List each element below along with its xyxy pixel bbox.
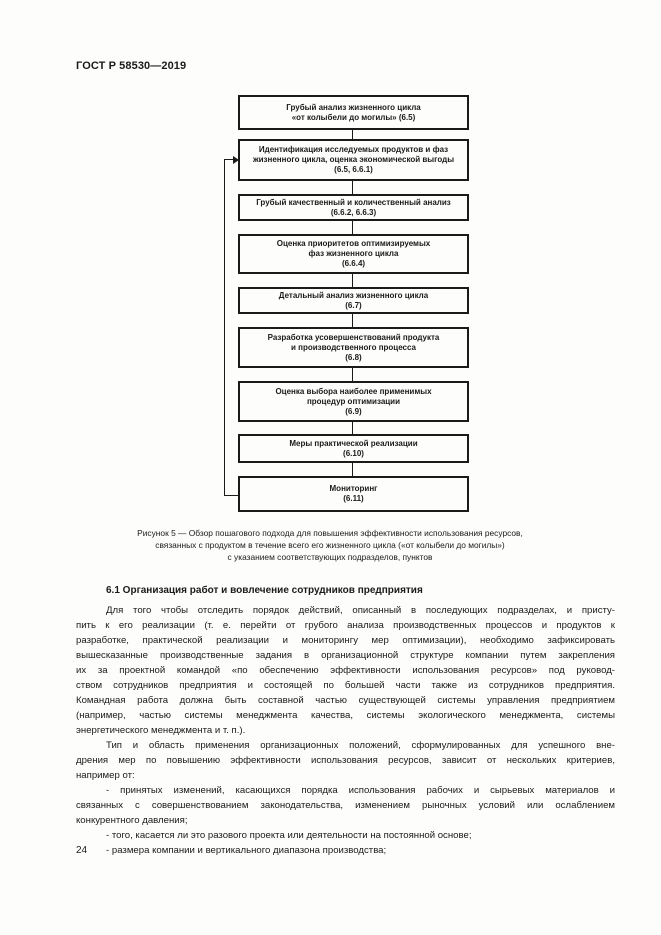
page-number: 24 — [76, 845, 88, 856]
flow-step-procedure-selection — [238, 381, 469, 422]
text-line: Тип и область применения организационных положений, сформулированных для успешного вне- — [106, 740, 615, 751]
flow-step-identification — [238, 139, 469, 181]
flow-step-implementation — [238, 434, 469, 463]
step-text: (6.6.4) — [341, 259, 366, 268]
text-line: например от: — [76, 770, 135, 781]
body-text — [76, 603, 615, 858]
step-text: Меры практической реализации — [289, 438, 418, 448]
text-line: ством сотрудников предприятия и состоящей по большей части также из сотрудников предприятия. — [76, 680, 615, 691]
flow-step-improvements — [238, 327, 469, 368]
step-text: Детальный анализ жизненного цикла — [278, 290, 429, 300]
figure-caption — [60, 527, 600, 563]
caption-line: связанных с продуктом в течение всего его жизненного цикла («от колыбели до могилы») — [155, 540, 505, 550]
step-text: Разработка усовершенствований продукта — [267, 332, 440, 342]
connector — [352, 422, 353, 434]
caption-line: Рисунок 5 — Обзор пошагового подхода для повышения эффективности использования ресурсов, — [137, 528, 523, 538]
loop-line-left — [224, 159, 225, 496]
step-text: Оценка выбора наиболее применимых — [275, 386, 432, 396]
step-text: Оценка приоритетов оптимизируемых — [276, 239, 431, 248]
caption-line: с указанием соответствующих подразделов, пунктов — [227, 552, 433, 562]
step-text: Идентификация исследуемых продуктов и фаз — [258, 145, 449, 154]
step-text: (6.9) — [345, 406, 362, 416]
flow-step-priority-assessment — [238, 234, 469, 274]
list-item: - принятых изменений, касающихся порядка использования рабочих и сырьевых материалов и — [106, 785, 615, 796]
text-line: связанных с совершенствованием законодательства, изменением рыночных условий или ослаблением — [76, 800, 615, 811]
section-heading: 6.1 Организация работ и вовлечение сотрудников предприятия — [106, 585, 423, 596]
connector — [352, 130, 353, 139]
list-item: - того, касается ли это разового проекта или деятельности на постоянной основе; — [106, 830, 472, 841]
connector — [352, 221, 353, 234]
step-text: Грубый качественный и количественный анализ — [256, 197, 451, 207]
step-text: жизненного цикла, оценка экономической выгоды — [252, 155, 455, 164]
step-text: фаз жизненного цикла — [308, 249, 399, 258]
text-line: их за проектной командой «по обеспечению эффективности использования ресурсов» под руковод- — [76, 665, 615, 676]
connector — [352, 181, 353, 194]
loop-line-bottom — [224, 495, 238, 496]
text-line: Командная работа должна быть составной частью существующей системы управления предприятием — [76, 695, 615, 706]
text-line: энергетического менеджмента и т. п.). — [76, 725, 246, 736]
text-line: Для того чтобы отследить порядок действий, описанный в последующих подразделах, и присту- — [106, 605, 615, 616]
connector — [352, 274, 353, 287]
text-line: конкурентного давления; — [76, 815, 188, 826]
step-text: (6.10) — [343, 448, 364, 458]
text-line: разработке, практической реализации и мониторингу мер оптимизации), необходимо зафиксировать — [76, 635, 615, 646]
step-text: Мониторинг — [329, 484, 378, 493]
connector — [352, 368, 353, 381]
step-text: (6.11) — [343, 494, 364, 503]
text-line: (например, частью системы менеджмента качества, системы экологического менеджмента, системы — [76, 710, 615, 721]
flow-step-detailed-analysis — [238, 287, 469, 314]
step-text: и производственного процесса — [290, 342, 417, 352]
step-text: (6.8) — [345, 352, 362, 362]
flow-step-rough-analysis — [238, 95, 469, 130]
text-line: вышесказанные производственные задания в организационной структуре компании путем закрепления — [76, 650, 615, 661]
text-line: пить к его реализации (т. е. перейти от грубого анализа производственных процессов и продуктов к — [76, 620, 615, 631]
flow-step-qual-quant-analysis — [238, 194, 469, 221]
step-text: (6.7) — [345, 300, 362, 310]
document-code: ГОСТ Р 58530—2019 — [76, 60, 187, 72]
step-text: (6.5, 6.6.1) — [334, 165, 373, 174]
list-item: - размера компании и вертикального диапазона производства; — [106, 845, 387, 856]
step-text: «от колыбели до могилы» (6.5) — [291, 112, 416, 122]
step-text: процедур оптимизации — [306, 396, 401, 406]
connector — [352, 314, 353, 327]
text-line: дрения мер по повышению эффективности использования ресурсов, зависит от нескольких критериев, — [76, 755, 615, 766]
step-text: (6.6.2, 6.6.3) — [330, 207, 377, 217]
connector — [352, 463, 353, 476]
flow-step-monitoring — [238, 476, 469, 512]
step-text: Грубый анализ жизненного цикла — [286, 102, 421, 112]
